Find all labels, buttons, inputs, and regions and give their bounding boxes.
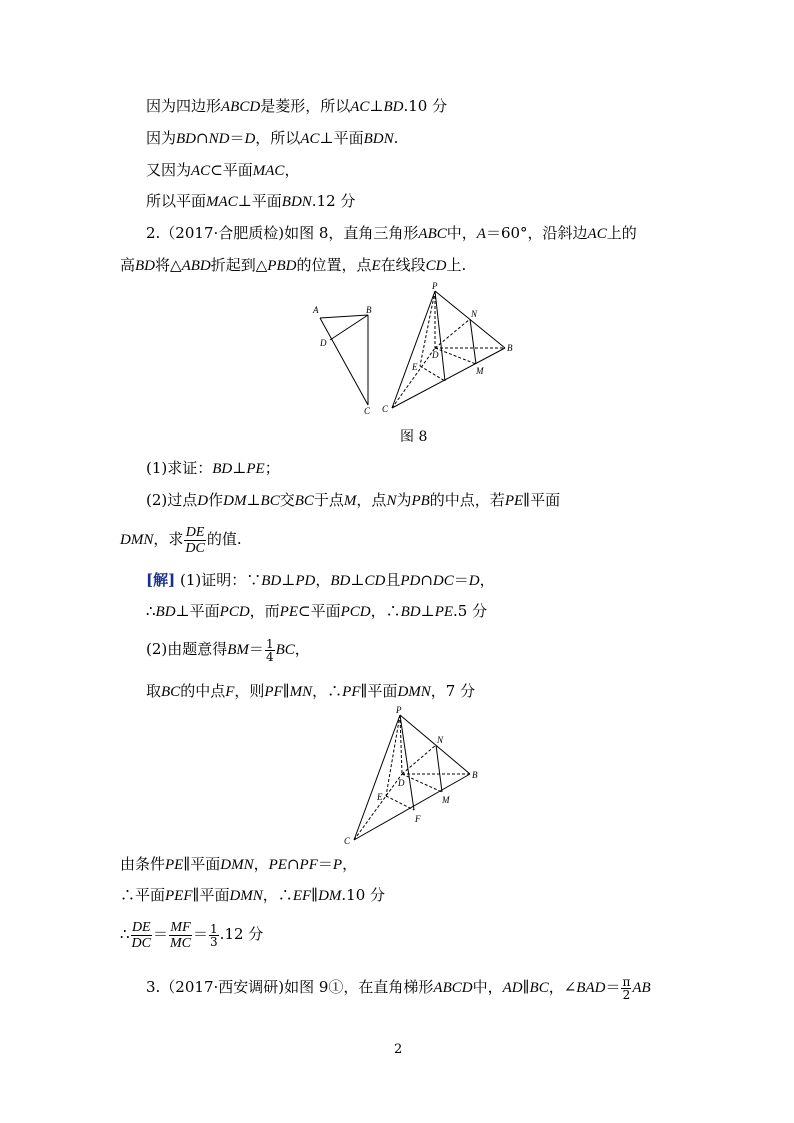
vertex-label: N [437, 735, 444, 745]
vertex-label: E [412, 362, 418, 372]
solution-line: 由条件PE∥平面DMN，PE∩PF＝P， [120, 855, 358, 873]
vertex-label: A [313, 305, 319, 315]
problem-2-statement-cont: 高BD将△ABD折起到△PBD的位置，点E在线段CD上. [120, 256, 467, 274]
vertex-label: B [366, 305, 372, 315]
text-line: 又因为AC⊂平面MAC， [146, 161, 300, 179]
fraction: $\frac{\pi}{2}$ [622, 974, 631, 1002]
vertex-label: D [398, 778, 405, 788]
fraction: $\frac{MF}{MC}$ [170, 919, 192, 951]
vertex-label: C [344, 836, 351, 846]
vertex-label: C [382, 404, 389, 414]
vertex-label: M [476, 366, 484, 376]
figure-8-left-triangle [310, 300, 390, 420]
solution-line: 取BC的中点F，则PF∥MN，∴PF∥平面DMN，7 分 [146, 682, 476, 700]
fraction: $\frac{DE}{DC}$ [185, 524, 205, 556]
text-line: 所以平面MAC⊥平面BDN.12 分 [146, 192, 356, 210]
solution-line: [解] (1)证明：∵BD⊥PD，BD⊥CD且PD∩DC＝D， [146, 571, 495, 589]
vertex-label: E [377, 792, 383, 802]
vertex-label: F [415, 814, 421, 824]
vertex-label: D [432, 350, 439, 360]
vertex-label: B [472, 770, 478, 780]
question-1: (1)求证：BD⊥PE； [146, 459, 280, 477]
fraction: $\frac{1}{3}$ [210, 921, 218, 949]
problem-2-statement: 2.（2017·合肥质检)如图 8，直角三角形ABC中，A＝60°，沿斜边AC上的 [146, 224, 637, 242]
solution-line: ∴平面PEF∥平面DMN，∴EF∥DM.10 分 [120, 886, 386, 904]
vertex-label: B [507, 343, 513, 353]
figure-8-right-tetrahedron [380, 281, 520, 416]
vertex-label: M [442, 795, 450, 805]
vertex-label: P [396, 705, 402, 715]
problem-3-statement: 3.（2017·西安调研)如图 9①，在直角梯形ABCD中，AD∥BC，∠BAD＝ $\frac{\pi}{2}$ AB [146, 974, 651, 1002]
question-2: (2)过点D作DM⊥BC交BC于点M，点N为PB的中点，若PE∥平面 [146, 491, 561, 509]
text-line: 因为BD∩ND＝D，所以AC⊥平面BDN. [146, 129, 399, 147]
fraction: $\frac{1}{4}$ [265, 636, 274, 664]
figure-caption: 图 8 [400, 429, 428, 445]
vertex-label: N [471, 309, 478, 319]
solution-line: ∴ $\frac{DE}{DC}$ ＝ $\frac{MF}{MC}$ ＝ $\frac{1}{3}$ .12 分 [120, 919, 264, 951]
vertex-label: C [364, 406, 371, 416]
vertex-label: D [320, 338, 327, 348]
solution-line: ∴BD⊥平面PCD，而PE⊂平面PCD，∴BD⊥PE.5 分 [146, 602, 488, 620]
solution-line: (2)由题意得BM＝ $\frac{1}{4}$ BC， [146, 636, 310, 664]
text-line: 因为四边形ABCD是菱形，所以AC⊥BD.10 分 [146, 97, 448, 115]
solution-figure-tetrahedron [342, 705, 482, 850]
fraction: $\frac{DE}{DC}$ [131, 919, 151, 951]
vertex-label: P [432, 281, 438, 291]
question-2-cont: DMN，求 $\frac{DE}{DC}$ 的值. [120, 524, 242, 556]
page-number: 2 [394, 1042, 403, 1057]
